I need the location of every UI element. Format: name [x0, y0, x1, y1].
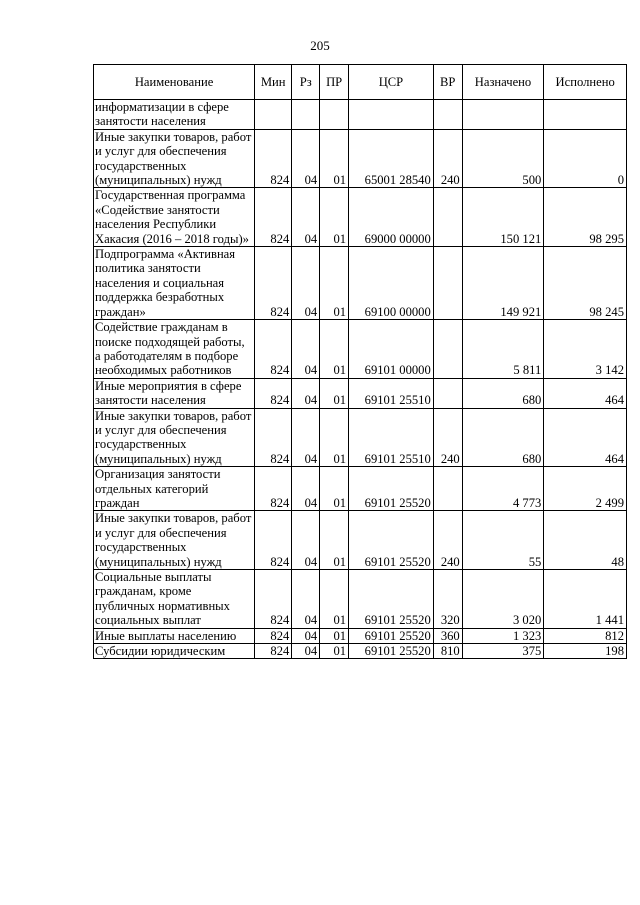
cell-name: Иные закупки товаров, работ и услуг для обеспечения государственных (муниципальных) нужд	[94, 129, 255, 188]
cell-csr: 69101 25520	[349, 644, 434, 659]
table-row	[94, 247, 627, 320]
cell-rz: 04	[292, 570, 320, 629]
cell-rz: 04	[292, 129, 320, 188]
cell-vr: 240	[433, 129, 462, 188]
cell-vr: 360	[433, 628, 462, 643]
cell-pr: 01	[320, 247, 349, 320]
table-header	[94, 65, 627, 100]
cell-assigned: 1 323	[462, 628, 544, 643]
cell-pr: 01	[320, 408, 349, 467]
cell-pr	[320, 100, 349, 130]
cell-assigned: 680	[462, 408, 544, 467]
cell-vr: 240	[433, 408, 462, 467]
cell-executed: 198	[544, 644, 627, 659]
header-csr: ЦСР	[349, 65, 434, 100]
cell-csr: 69000 00000	[349, 188, 434, 247]
header-min: Мин	[255, 65, 292, 100]
cell-csr	[349, 100, 434, 130]
cell-rz: 04	[292, 188, 320, 247]
cell-csr: 69101 25510	[349, 378, 434, 408]
cell-name: Подпрограмма «Активная политика занятости населения и социальная поддержка безработных граждан»	[94, 247, 255, 320]
cell-name: Социальные выплаты гражданам, кроме публичных нормативных социальных выплат	[94, 570, 255, 629]
cell-rz	[292, 100, 320, 130]
cell-min	[255, 100, 292, 130]
header-executed: Исполнено	[544, 65, 627, 100]
cell-pr: 01	[320, 378, 349, 408]
cell-csr: 69101 00000	[349, 320, 434, 379]
cell-name: Государственная программа «Содействие занятости населения Республики Хакасия (2016 – 2018 годы)»	[94, 188, 255, 247]
cell-pr: 01	[320, 129, 349, 188]
cell-name: информатизации в сфере занятости населения	[94, 100, 255, 130]
cell-executed: 2 499	[544, 467, 627, 511]
cell-min: 824	[255, 467, 292, 511]
cell-name: Иные закупки товаров, работ и услуг для обеспечения государственных (муниципальных) нужд	[94, 511, 255, 570]
cell-rz: 04	[292, 644, 320, 659]
cell-name: Иные мероприятия в сфере занятости населения	[94, 378, 255, 408]
header-vr: ВР	[433, 65, 462, 100]
cell-executed: 3 142	[544, 320, 627, 379]
cell-min: 824	[255, 511, 292, 570]
cell-name: Иные выплаты населению	[94, 628, 255, 643]
cell-min: 824	[255, 320, 292, 379]
cell-name: Субсидии юридическим	[94, 644, 255, 659]
cell-vr	[433, 247, 462, 320]
cell-executed: 98 295	[544, 188, 627, 247]
cell-pr: 01	[320, 320, 349, 379]
cell-executed: 1 441	[544, 570, 627, 629]
table-row	[94, 320, 627, 379]
cell-pr: 01	[320, 644, 349, 659]
table-row	[94, 378, 627, 408]
cell-vr	[433, 378, 462, 408]
cell-vr	[433, 320, 462, 379]
header-assigned: Назначено	[462, 65, 544, 100]
cell-rz: 04	[292, 247, 320, 320]
cell-min: 824	[255, 570, 292, 629]
cell-csr: 65001 28540	[349, 129, 434, 188]
cell-min: 824	[255, 129, 292, 188]
cell-csr: 69101 25520	[349, 511, 434, 570]
cell-assigned: 4 773	[462, 467, 544, 511]
table-row	[94, 129, 627, 188]
page-number: 205	[310, 38, 330, 53]
cell-executed: 464	[544, 408, 627, 467]
cell-vr	[433, 467, 462, 511]
header-name: Наименование	[94, 65, 255, 100]
cell-vr: 320	[433, 570, 462, 629]
cell-executed: 464	[544, 378, 627, 408]
cell-name: Содействие гражданам в поиске подходящей работы, а работодателям в подборе необходимых работников	[94, 320, 255, 379]
header-pr: ПР	[320, 65, 349, 100]
cell-pr: 01	[320, 188, 349, 247]
cell-min: 824	[255, 628, 292, 643]
table-row	[94, 467, 627, 511]
table-row	[94, 644, 627, 659]
cell-assigned: 375	[462, 644, 544, 659]
cell-rz: 04	[292, 320, 320, 379]
cell-executed: 98 245	[544, 247, 627, 320]
cell-executed: 48	[544, 511, 627, 570]
cell-pr: 01	[320, 467, 349, 511]
table-row	[94, 511, 627, 570]
table-row	[94, 628, 627, 643]
cell-executed: 0	[544, 129, 627, 188]
cell-assigned: 500	[462, 129, 544, 188]
cell-csr: 69101 25520	[349, 570, 434, 629]
cell-csr: 69101 25510	[349, 408, 434, 467]
cell-vr	[433, 188, 462, 247]
cell-min: 824	[255, 188, 292, 247]
cell-min: 824	[255, 408, 292, 467]
cell-assigned: 3 020	[462, 570, 544, 629]
cell-name: Организация занятости отдельных категорий граждан	[94, 467, 255, 511]
cell-min: 824	[255, 378, 292, 408]
cell-rz: 04	[292, 628, 320, 643]
cell-rz: 04	[292, 378, 320, 408]
cell-assigned: 5 811	[462, 320, 544, 379]
header-row	[94, 65, 627, 100]
cell-min: 824	[255, 644, 292, 659]
table-body	[94, 100, 627, 659]
cell-csr: 69100 00000	[349, 247, 434, 320]
cell-vr: 240	[433, 511, 462, 570]
cell-csr: 69101 25520	[349, 467, 434, 511]
cell-assigned: 55	[462, 511, 544, 570]
cell-vr: 810	[433, 644, 462, 659]
cell-assigned: 149 921	[462, 247, 544, 320]
cell-rz: 04	[292, 408, 320, 467]
cell-assigned: 680	[462, 378, 544, 408]
cell-executed: 812	[544, 628, 627, 643]
cell-csr: 69101 25520	[349, 628, 434, 643]
cell-pr: 01	[320, 511, 349, 570]
cell-executed	[544, 100, 627, 130]
cell-assigned: 150 121	[462, 188, 544, 247]
table-row	[94, 408, 627, 467]
budget-table	[93, 64, 627, 659]
cell-assigned	[462, 100, 544, 130]
table-row	[94, 188, 627, 247]
table-row	[94, 570, 627, 629]
cell-pr: 01	[320, 570, 349, 629]
cell-rz: 04	[292, 511, 320, 570]
cell-min: 824	[255, 247, 292, 320]
cell-vr	[433, 100, 462, 130]
table-row	[94, 100, 627, 130]
cell-pr: 01	[320, 628, 349, 643]
cell-rz: 04	[292, 467, 320, 511]
header-rz: Рз	[292, 65, 320, 100]
cell-name: Иные закупки товаров, работ и услуг для обеспечения государственных (муниципальных) нужд	[94, 408, 255, 467]
